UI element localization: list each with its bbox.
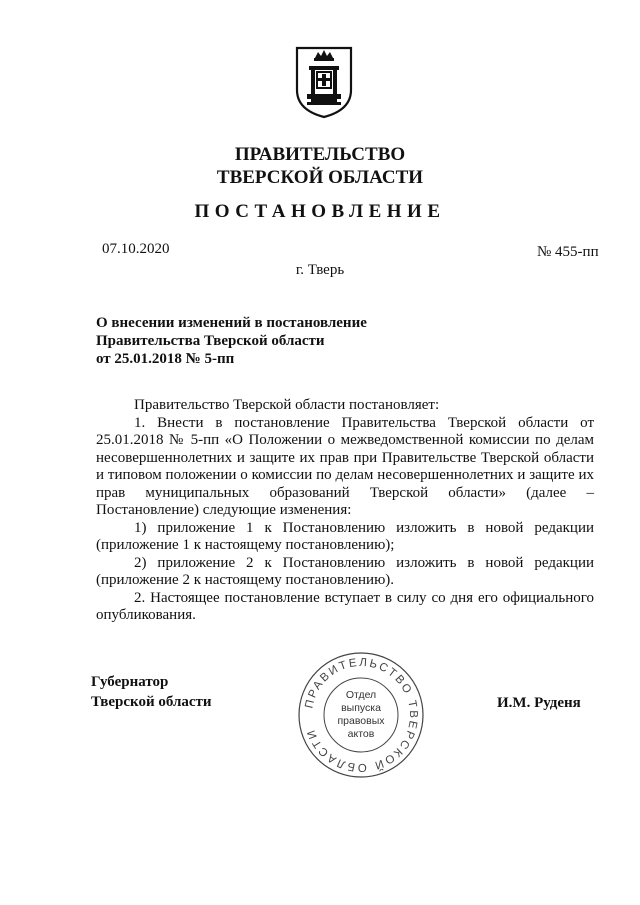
document-date: 07.10.2020	[102, 241, 170, 257]
coat-of-arms-emblem	[293, 44, 355, 120]
stamp-line: Отдел	[345, 689, 377, 701]
signer-name: И.М. Руденя	[497, 695, 581, 711]
official-stamp	[296, 650, 426, 780]
document-type: ПОСТАНОВЛЕНИЕ	[194, 201, 446, 222]
body-item-1-1: 1) приложение 1 к Постановлению изложить в новой редакции (приложение 1 к настоящему постановлению);	[96, 519, 594, 553]
signer-title-line: Губернатор	[91, 674, 169, 690]
organization-name-line1: ПРАВИТЕЛЬСТВО	[234, 144, 406, 165]
organization-name-line2: ТВЕРСКОЙ ОБЛАСТИ	[216, 167, 424, 188]
stamp-line: выпуска	[341, 702, 381, 714]
subject-line: от 25.01.2018 № 5-пп	[96, 351, 235, 367]
body-item-1-2: 2) приложение 2 к Постановлению изложить в новой редакции (приложение 2 к настоящему постановлению).	[96, 554, 594, 588]
stamp-line: актов	[347, 728, 375, 740]
subject-line: О внесении изменений в постановление	[96, 315, 367, 331]
body-intro: Правительство Тверской области постановляет:	[134, 397, 440, 413]
subject-line: Правительства Тверской области	[96, 333, 325, 349]
stamp-line: правовых	[337, 715, 385, 727]
signer-title	[91, 672, 212, 712]
document-city: г. Тверь	[295, 262, 345, 278]
body-item-1: 1. Внести в постановление Правительства Тверской области от 25.01.2018 № 5-пп «О Положении о межведомственной комиссии по делам несовершеннолетних и защите их прав при Правительстве Тверской области и типовом положении о комиссии по делам несовершеннолетних и защите их прав муниципальных образований Тверской области» (далее – Постановление) следующие изменения:	[96, 414, 594, 518]
stamp-ring-text: ПРАВИТЕЛЬСТВО ТВЕРСКОЙ ОБЛАСТИ	[303, 656, 420, 774]
document-body	[96, 397, 594, 625]
signer-title-line: Тверской области	[91, 694, 212, 710]
document-subject	[96, 314, 416, 368]
body-item-2: 2. Настоящее постановление вступает в силу со дня его официального опубликования.	[96, 589, 594, 623]
document-number: № 455-пп	[537, 244, 599, 260]
